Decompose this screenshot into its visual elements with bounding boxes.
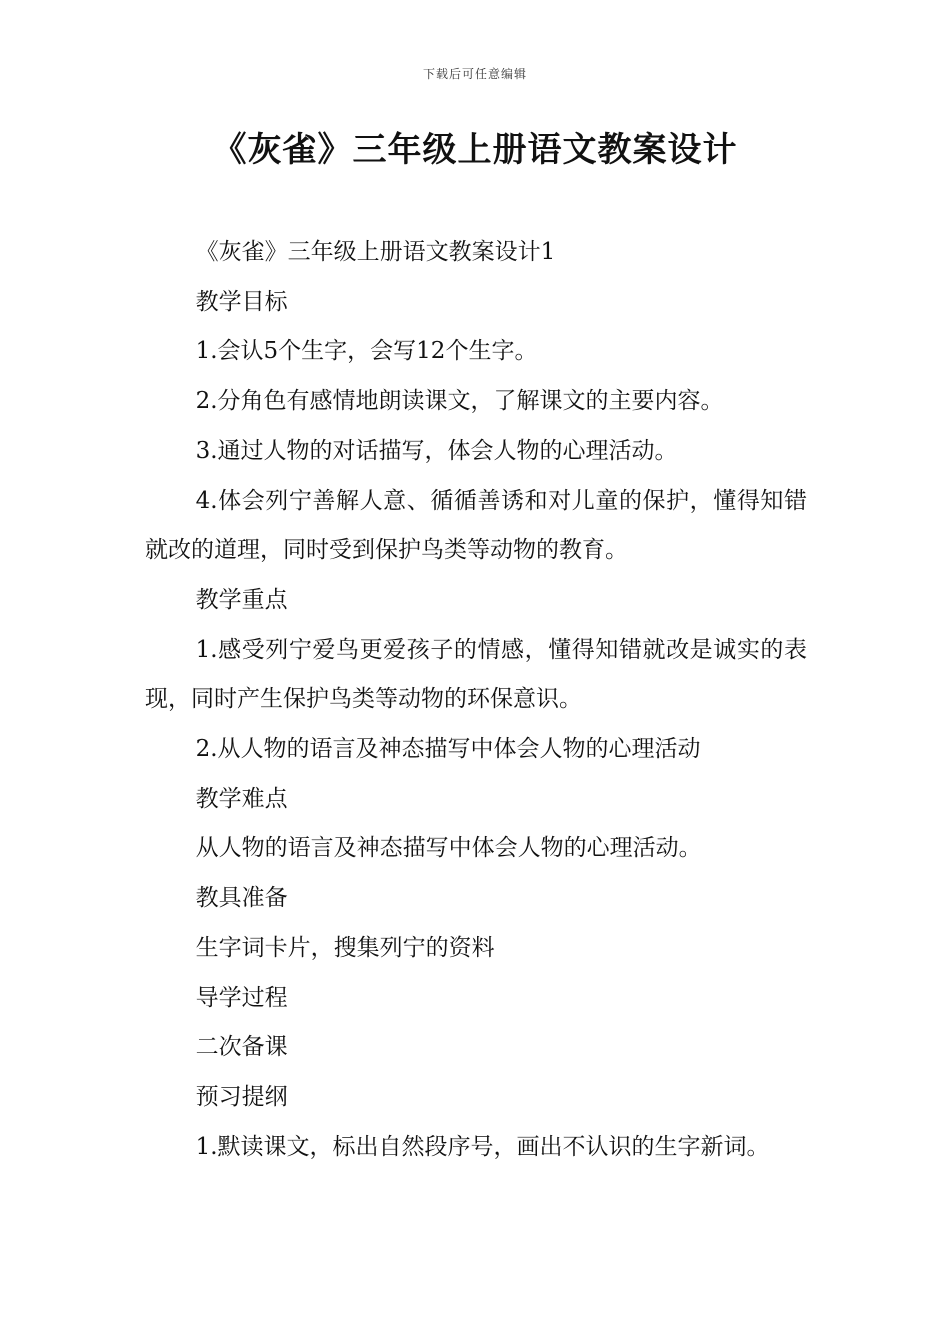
paragraph-preview-1: 1.默读课文，标出自然段序号，画出不认识的生字新词。 [195,1133,770,1160]
paragraph-key-points: 教学重点 [195,586,288,613]
paragraph-goal-2: 2.分角色有感情地朗读课文，了解课文的主要内容。 [195,388,724,415]
paragraph-preview-outline: 预习提纲 [195,1083,288,1110]
paragraph-goal-1: 1.会认5个生字，会写12个生字。 [195,338,538,365]
paragraph-teaching-goals: 教学目标 [195,288,288,315]
paragraph-difficulties: 教学难点 [195,785,288,812]
paragraph-teaching-aids-text: 生字词卡片，搜集列宁的资料 [195,934,495,961]
document-body [145,228,807,1172]
paragraph-difficulty-text: 从人物的语言及神态描写中体会人物的心理活动。 [195,835,702,862]
document-title: 《灰雀》三年级上册语文教案设计 [212,130,738,170]
paragraph-teaching-aids: 教具准备 [195,885,288,912]
paragraph-second-prep: 二次备课 [195,1034,288,1061]
section-heading: 《灰雀》三年级上册语文教案设计1 [195,239,556,265]
header-note: 下载后可任意编辑 [422,67,527,81]
paragraph-key-point-1: 1.感受列宁爱鸟更爱孩子的情感，懂得知错就改是诚实的表现，同时产生保护鸟类等动物的环保意识。 [145,636,807,713]
paragraph-key-point-2: 2.从人物的语言及神态描写中体会人物的心理活动 [195,736,701,763]
paragraph-goal-4: 4.体会列宁善解人意、循循善诱和对儿童的保护，懂得知错就改的道理，同时受到保护鸟类等动物的教育。 [145,487,807,564]
paragraph-goal-3: 3.通过人物的对话描写，体会人物的心理活动。 [195,437,678,464]
paragraph-guided-process: 导学过程 [195,984,288,1011]
